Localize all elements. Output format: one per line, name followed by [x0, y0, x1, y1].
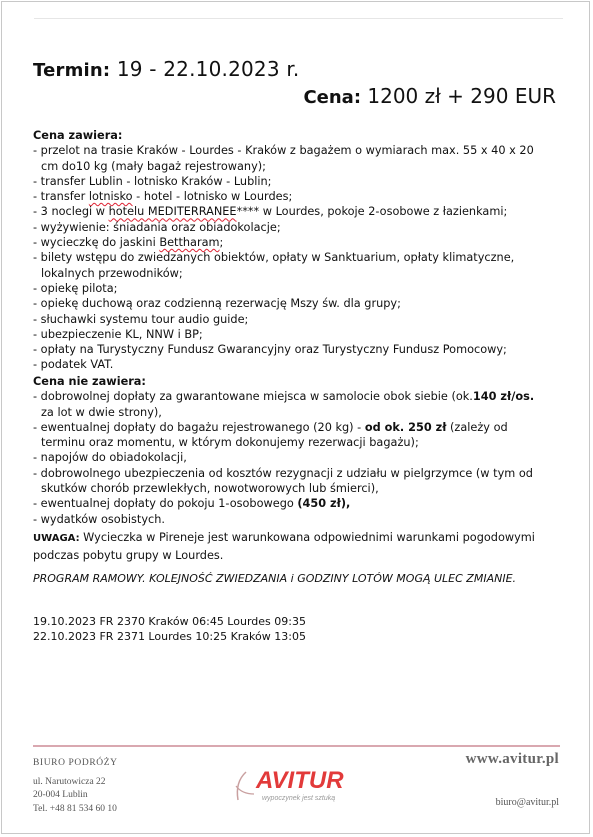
included-item: [33, 189, 563, 204]
bold-text: od ok. 250 zł: [364, 420, 447, 434]
flight-row: 19.10.2023 FR 2370 Kraków 06:45 Lourdes 09:35: [33, 615, 306, 628]
text: - ewentualnej dopłaty do bagażu rejestrowanego (20 kg) -: [33, 420, 365, 434]
logo-swirl: [236, 786, 254, 794]
included-item: - opiekę pilota;: [33, 281, 118, 295]
email-link[interactable]: biuro@avitur.pl: [495, 797, 559, 808]
included-item: [33, 235, 563, 250]
excluded-item: - napojów do obiadokolacji,: [33, 451, 187, 465]
note: [33, 529, 563, 564]
footer-rule: [33, 745, 560, 747]
excluded-item: [33, 389, 563, 404]
included-heading: Cena zawiera:: [33, 129, 123, 142]
avitur-logo: [232, 760, 352, 806]
logo-wordmark: AVITUR: [256, 767, 344, 794]
logo-swirl: [237, 772, 246, 800]
text: ;: [219, 236, 224, 250]
termin: [33, 57, 299, 81]
excluded-section: [33, 374, 563, 527]
excluded-item: - wydatków osobistych.: [33, 512, 165, 526]
included-item: cm do10 kg (mały bagaż rejestrowany);: [41, 159, 266, 173]
bold-text: (450 zł): [297, 497, 346, 511]
excluded-item: skutków chorób przewlekłych, nowotworowych lub śmierci),: [41, 482, 379, 496]
termin-label: Termin:: [33, 60, 111, 81]
footer-address: [33, 757, 118, 816]
bold-text: .: [529, 390, 535, 404]
included-item: - bilety wstępu do zwiedzanych obiektów, opłaty w Sanktuarium, opłaty klimatyczne,: [33, 251, 515, 265]
excluded-item: za lot w dwie strony),: [41, 405, 162, 419]
included-item: lokalnych przewodników;: [41, 266, 183, 280]
excluded-item: [33, 496, 563, 511]
text: - 3 noclegi w: [33, 205, 109, 219]
phone: Tel. +48 81 534 60 10: [33, 803, 117, 814]
excluded-item: - dobrowolnego ubezpieczenia od kosztów rezygnacji z udziału w pielgrzymce (w tym od: [33, 466, 533, 480]
spellcheck-word: Bettharam: [159, 236, 220, 250]
excluded-heading: Cena nie zawiera:: [33, 375, 146, 388]
website-link[interactable]: www.avitur.pl: [465, 751, 559, 767]
included-item: - podatek VAT.: [33, 358, 114, 372]
office-name: BIURO PODRÓŻY: [33, 758, 118, 768]
included-item: [33, 204, 563, 219]
bold-text: 140 zł/os: [472, 390, 530, 404]
spellcheck-word: hotelu MEDITERRANEE: [108, 205, 237, 219]
note-label: UWAGA:: [33, 533, 80, 544]
included-item: - słuchawki systemu tour audio guide;: [33, 312, 249, 326]
flight-schedule: [33, 615, 306, 644]
excluded-item: [33, 420, 563, 435]
excluded-item: terminu oraz momentu, w którym dokonujemy rezerwacji bagażu);: [41, 436, 419, 450]
price-label: Cena:: [303, 87, 362, 108]
text: - hotel - lotnisko w Lourdes;: [132, 190, 293, 204]
header-rule: [34, 18, 563, 19]
included-section: [33, 128, 563, 373]
note-text: Wycieczka w Pireneje jest warunkowana odpowiednimi warunkami pogodowymi: [79, 531, 535, 544]
flight-row: 22.10.2023 FR 2371 Lourdes 10:25 Kraków 13:05: [33, 629, 306, 643]
included-item: - wyżywienie: śniadania oraz obiadokolacje;: [33, 220, 281, 234]
included-item: - ubezpieczenie KL, NNW i BP;: [33, 327, 203, 341]
text: - transfer: [33, 190, 89, 204]
spellcheck-word: lotnisko: [88, 190, 133, 204]
program-note: PROGRAM RAMOWY. KOLEJNOŚĆ ZWIEDZANIA i GODZINY LOTÓW MOGĄ ULEC ZMIANIE.: [33, 572, 517, 585]
included-item: - transfer Lublin - lotnisko Kraków - Lublin;: [33, 174, 272, 188]
included-item: - opiekę duchową oraz codzienną rezerwację Mszy św. dla grupy;: [33, 297, 401, 311]
text: - ewentualnej dopłaty do pokoju 1-osobowego: [33, 497, 298, 511]
logo-tagline: wypoczynek jest sztuką: [262, 795, 336, 802]
included-item: - przelot na trasie Kraków - Lourdes - Kraków z bagażem o wymiarach max. 55 x 40 x 20: [33, 144, 534, 158]
included-item: - opłaty na Turystyczny Fundusz Gwarancyjny oraz Turystyczny Fundusz Pomocowy;: [33, 343, 507, 357]
price-value: 1200 zł + 290 EUR: [361, 84, 556, 108]
text: - dobrowolnej dopłaty za gwarantowane miejsca w samolocie obok siebie (ok.: [33, 390, 473, 404]
text: - wycieczkę do jaskini: [33, 236, 160, 250]
text: **** w Lourdes, pokoje 2-osobowe z łazienkami;: [236, 205, 508, 219]
text: (zależy od: [446, 420, 508, 434]
street: ul. Narutowicza 22: [33, 776, 106, 787]
termin-value: 19 - 22.10.2023 r.: [110, 57, 300, 81]
note-text: podczas pobytu grupy w Lourdes.: [33, 549, 224, 562]
bold-text: ,: [345, 497, 351, 511]
city: 20-004 Lublin: [33, 790, 88, 800]
price: [303, 84, 556, 108]
